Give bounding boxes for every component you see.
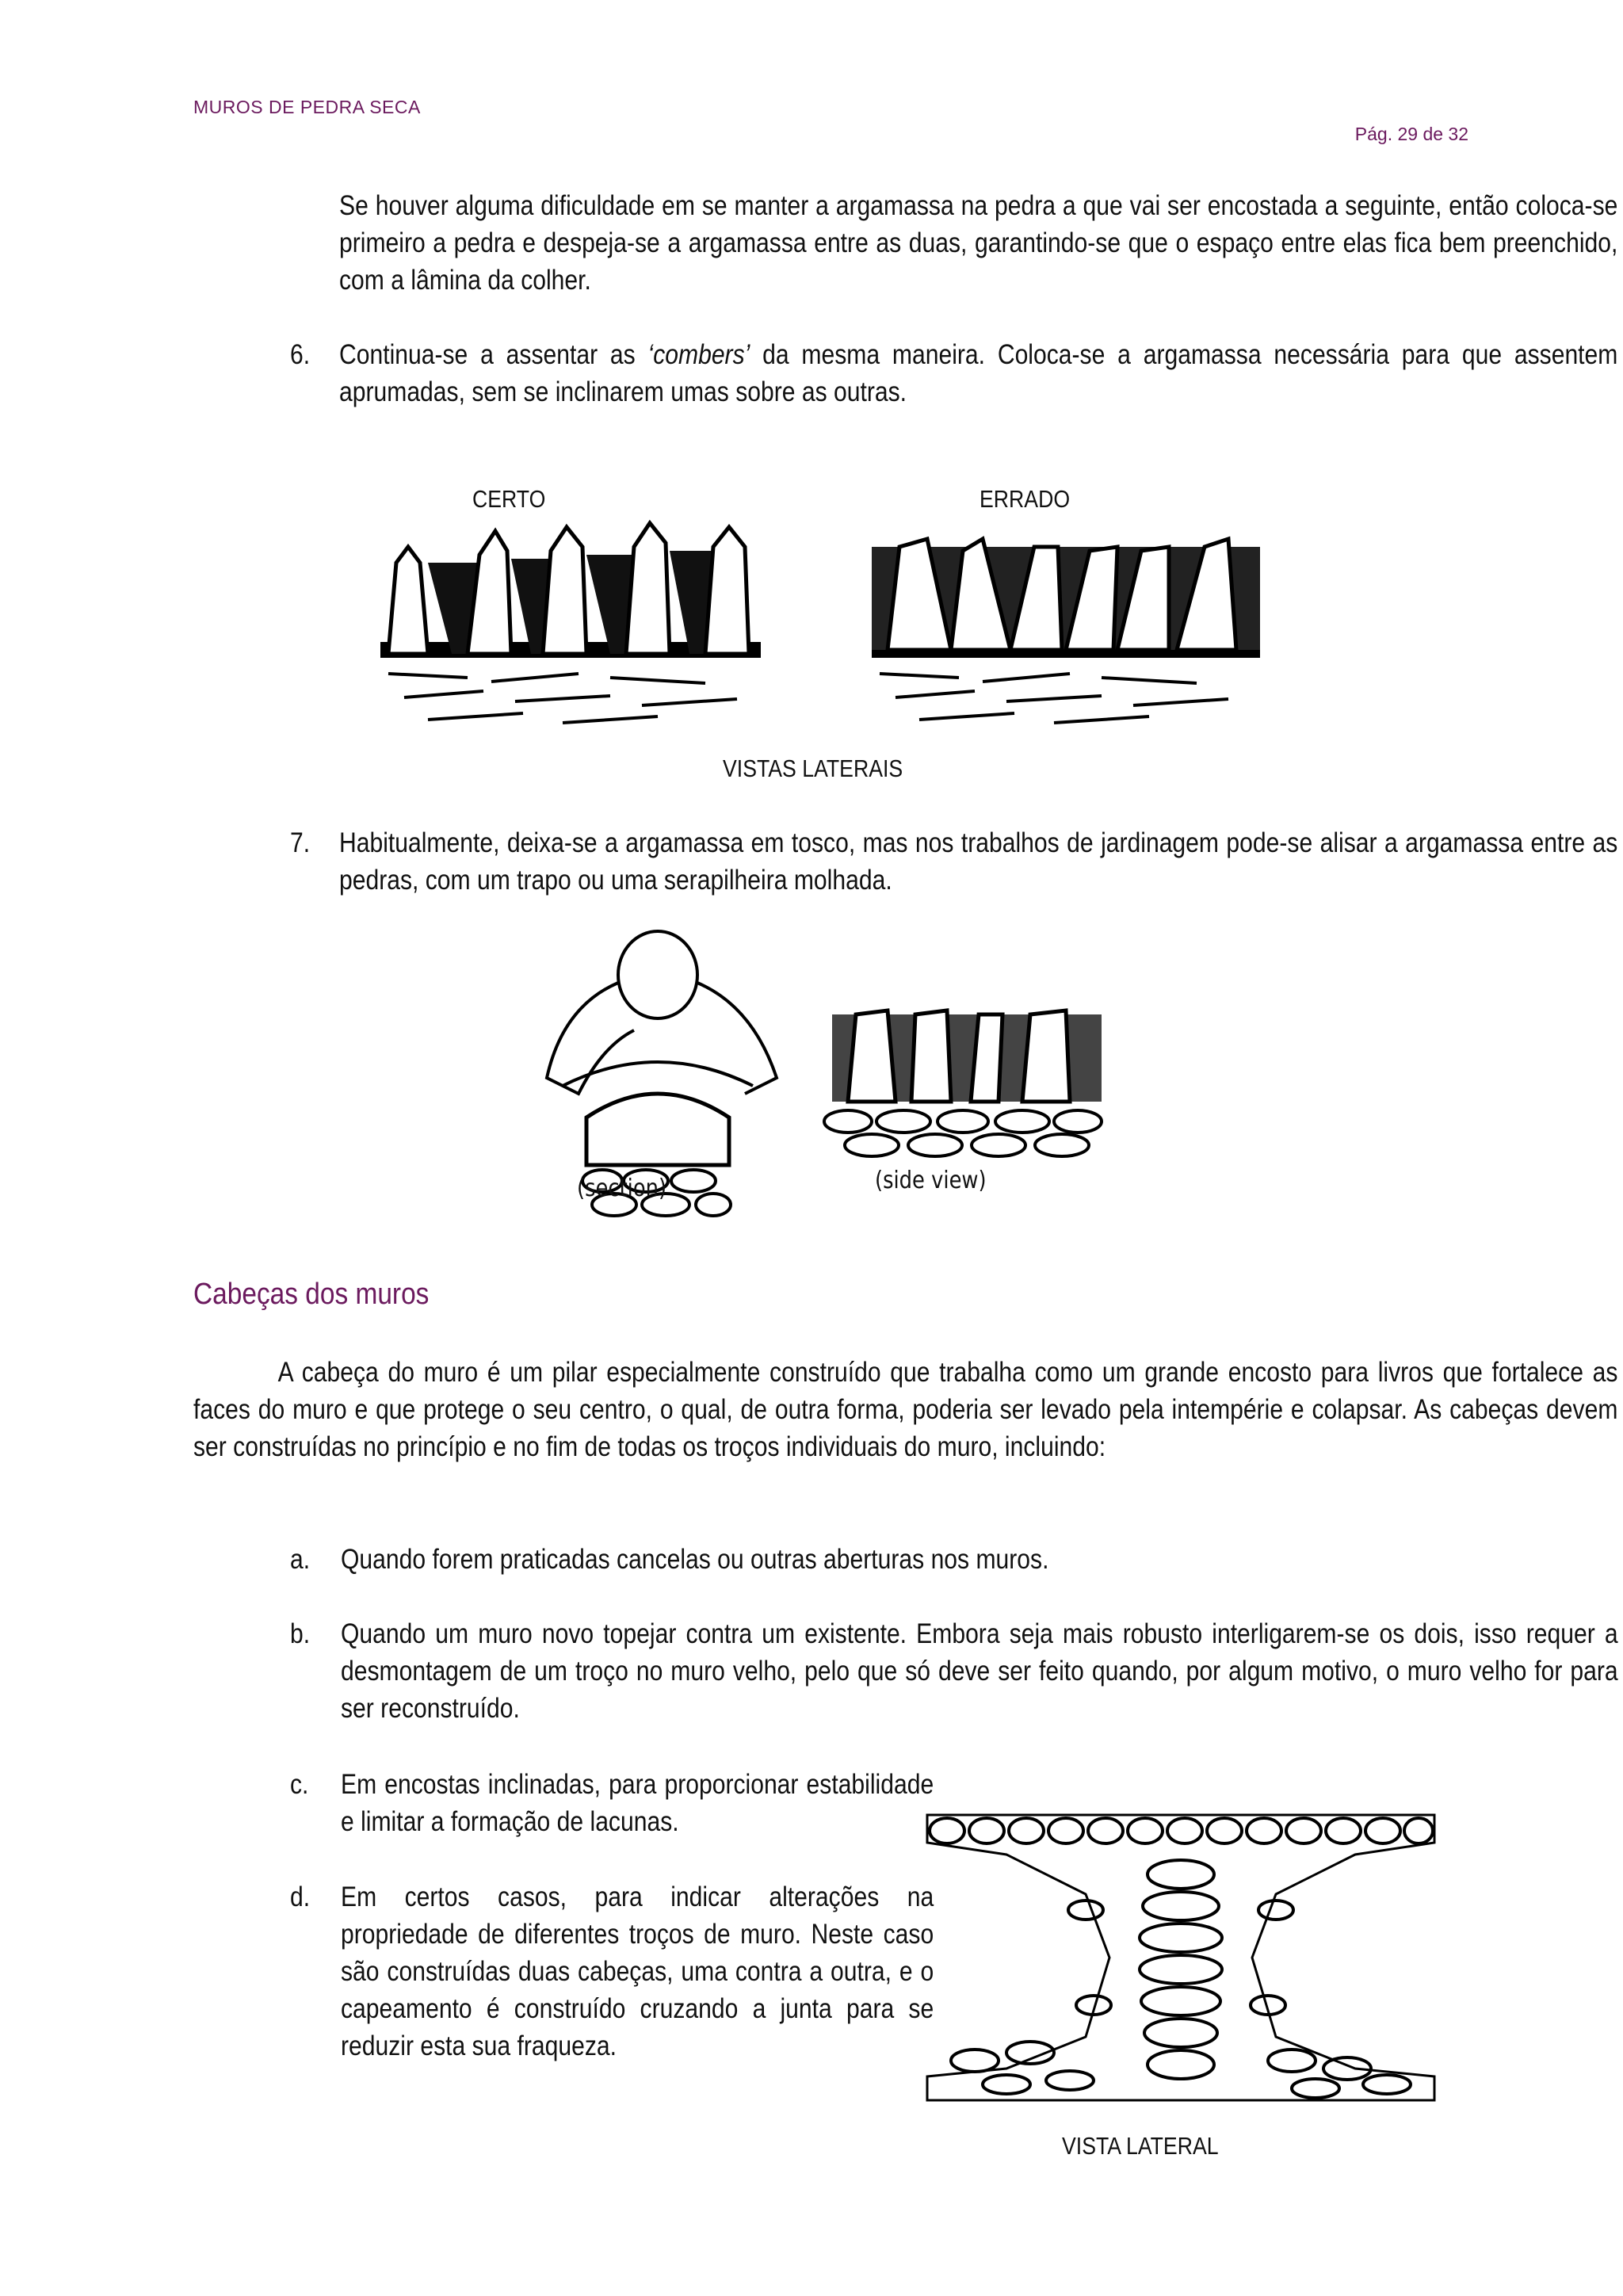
item-c-letter: c. (290, 1769, 309, 1800)
wall-correct-illustration (372, 515, 769, 737)
page-number: Pág. 29 de 32 (1354, 124, 1468, 144)
figure1-caption: VISTAS LATERAIS (723, 755, 903, 782)
section-heading: Cabeças dos muros (193, 1278, 430, 1311)
intro-paragraph: Se houver alguma dificuldade em se manter a argamassa na pedra a que vai ser encostada a seguinte, então coloca-se primeiro a pedra e despeja-se a argamassa entre as duas, garantindo-se que o espaço entre elas fica bem preenchido, com a lâmina da colher. (339, 190, 1618, 296)
figure1-label-errado: ERRADO (980, 485, 1071, 513)
step-6-text-after: da mesma maneira. Coloca-se a argamassa necessária para que assentem aprumadas, sem se inclinarem umas sobre as outras. (339, 339, 1618, 407)
step-6-combers: ‘combers’ (647, 339, 750, 370)
step-6-text (339, 336, 1617, 411)
step-7-text: Habitualmente, deixa-se a argamassa em tosco, mas nos trabalhos de jardinagem pode-se alisar a argamassa entre as pedras, com um trapo ou uma serapilheira molhada. (339, 827, 1618, 896)
item-d-text: Em certos casos, para indicar alterações na propriedade de diferentes troços de muro. Neste caso são construídas duas cabeças, uma contra a outra, e o capeamento é construído cruzando a junta para se reduzir esta sua fraqueza. (341, 1881, 934, 2061)
section-illustration (515, 919, 800, 1252)
section-paragraph: A cabeça do muro é um pilar especialmente construído que trabalha como um grande encosto para livros que fortalece as faces do muro e que protege o seu centro, o qual, de outra forma, poderia ser levado pela intempérie e colapsar. As cabeças devem ser construídas no princípio e no fim de todas os troços individuais do muro, incluindo: (193, 1357, 1618, 1462)
item-d-letter: d. (290, 1881, 311, 1912)
item-a-text: Quando forem praticadas cancelas ou outras aberturas nos muros. (341, 1544, 1049, 1575)
wall-head-illustration (911, 1799, 1450, 2132)
step-number-6: 6. (290, 339, 311, 370)
step-number-7: 7. (290, 827, 311, 858)
document-header-title: MUROS DE PEDRA SECA (193, 97, 421, 117)
item-b-letter: b. (290, 1618, 311, 1649)
item-b-text: Quando um muro novo topejar contra um existente. Embora seja mais robusto interligarem-se os dois, isso requer a desmontagem de um troço no muro velho, pelo que só deve ser feito quando, por algum motivo, o muro velho for para ser reconstruído. (341, 1618, 1618, 1724)
item-c-text: Em encostas inclinadas, para proporcionar estabilidade e limitar a formação de lacunas. (341, 1769, 934, 1837)
item-a-letter: a. (290, 1544, 311, 1575)
figure1-label-certo: CERTO (472, 485, 546, 513)
step-6-text-before: Continua-se a assentar as (339, 339, 648, 370)
figure2-label-section: (section) (577, 1175, 667, 1202)
figure2-label-side-view: (side view) (875, 1167, 987, 1194)
figure3-caption: VISTA LATERAL (1062, 2132, 1219, 2160)
wall-wrong-illustration (864, 515, 1276, 737)
